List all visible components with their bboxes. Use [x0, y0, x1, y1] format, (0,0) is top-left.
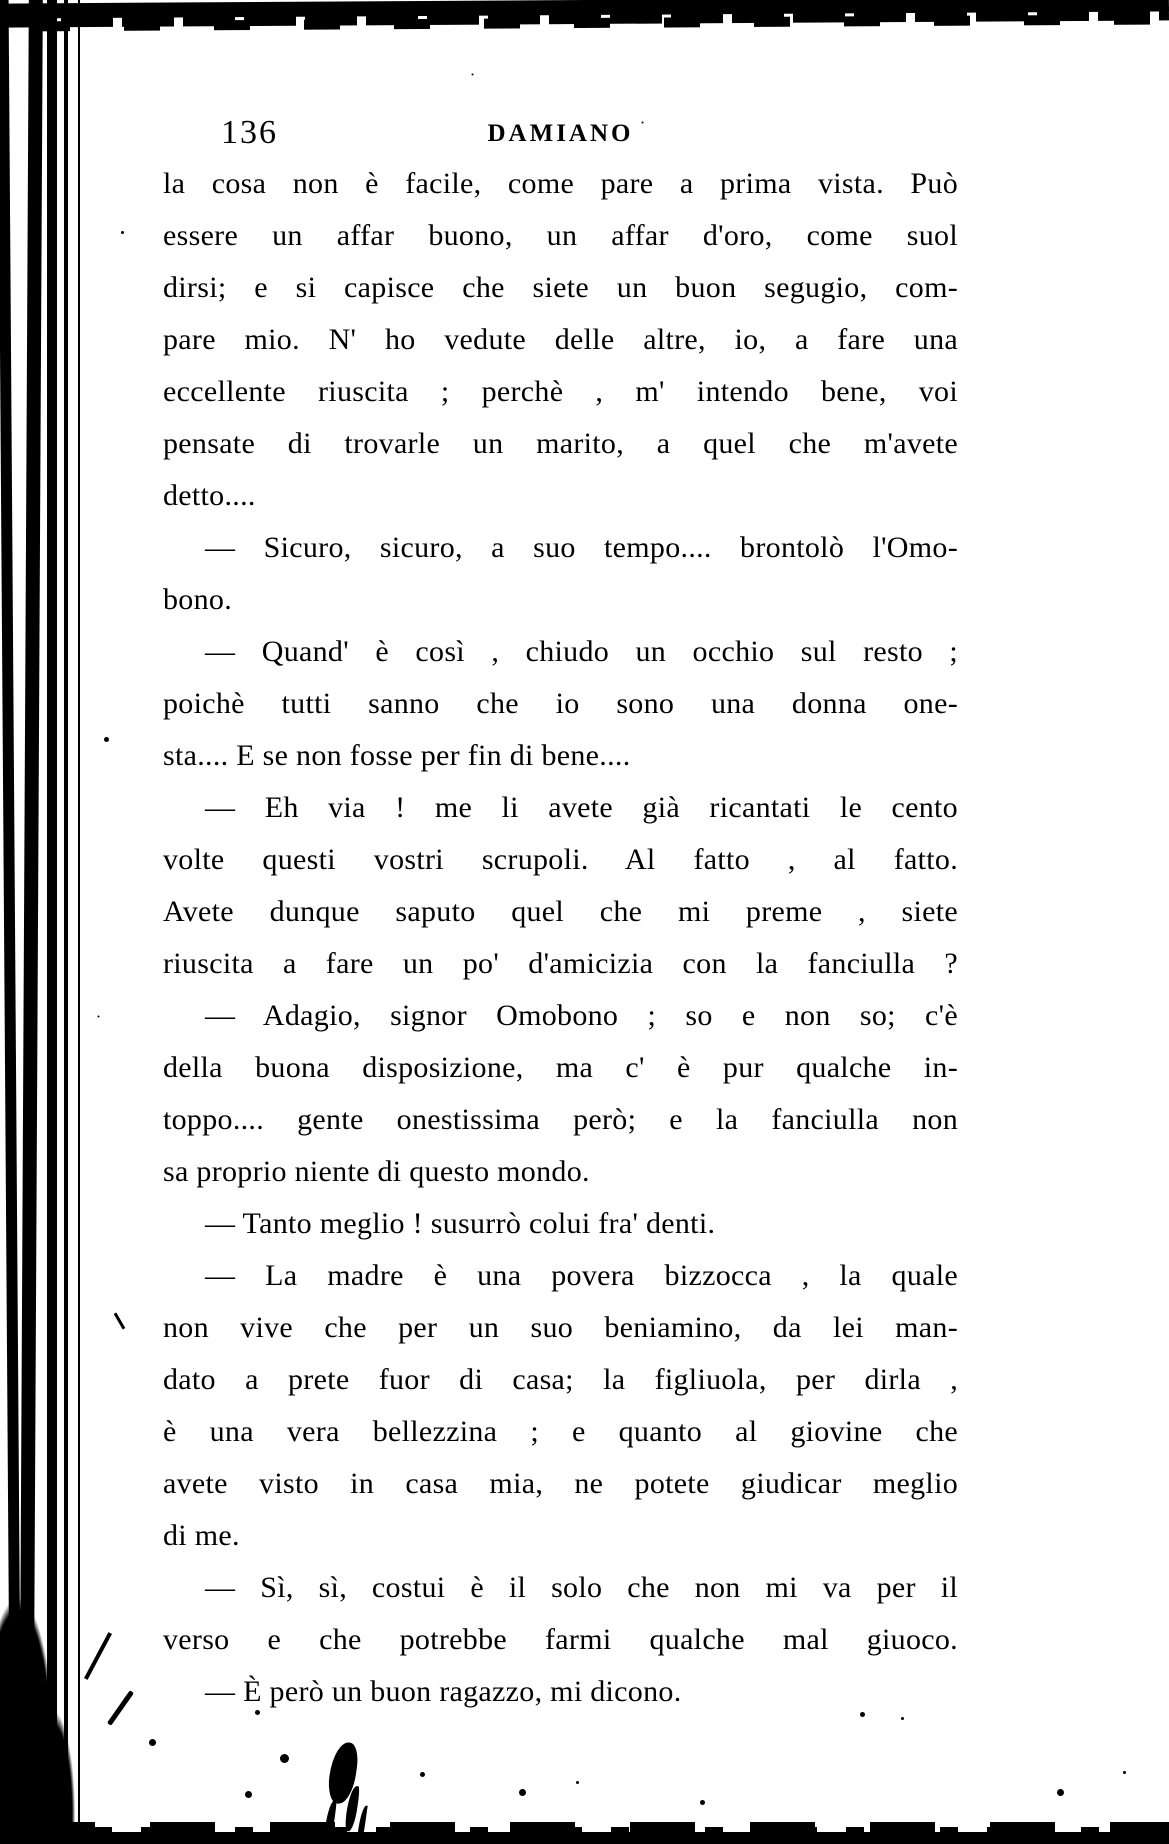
text-line: — Adagio, signor Omobono ; so e non so; c'è	[205, 999, 958, 1032]
text-line: la cosa non è facile, come pare a prima vista. Può	[163, 167, 958, 200]
text-line: sa proprio niente di questo mondo.	[163, 1155, 590, 1188]
bottom-edge-shadow	[0, 1810, 1169, 1844]
text-line: toppo.... gente onestissima però; e la fanciulla non	[163, 1103, 958, 1136]
text-line: pare mio. N' ho vedute delle altre, io, a fare una	[163, 323, 958, 356]
text-line: eccellente riuscita ; perchè , m' intendo bene, voi	[163, 375, 958, 408]
text-line: avete visto in casa mia, ne potete giudicar meglio	[163, 1467, 958, 1500]
page-number: 136	[221, 114, 278, 151]
text-line: — Sì, sì, costui è il solo che non mi va per il	[205, 1571, 958, 1604]
text-line: — Sicuro, sicuro, a suo tempo.... brontolò l'Omo-	[205, 531, 958, 564]
running-header-title: DAMIANO	[487, 120, 634, 147]
text-line: — È però un buon ragazzo, mi dicono.	[205, 1675, 682, 1708]
text-line: essere un affar buono, un affar d'oro, come suol	[163, 219, 958, 252]
text-line: volte questi vostri scrupoli. Al fatto , al fatto.	[163, 843, 958, 876]
text-block	[163, 158, 958, 1718]
text-line: non vive che per un suo beniamino, da lei man-	[163, 1311, 958, 1344]
text-line: bono.	[163, 583, 232, 616]
text-line: — Tanto meglio ! susurrò colui fra' denti.	[205, 1207, 716, 1240]
text-line: pensate di trovarle un marito, a quel che m'avete	[163, 427, 958, 460]
text-line: poichè tutti sanno che io sono una donna one-	[163, 687, 958, 720]
text-line: è una vera bellezzina ; e quanto al giovine che	[163, 1415, 958, 1448]
text-line: dato a prete fuor di casa; la figliuola, per dirla ,	[163, 1363, 958, 1396]
text-line: dirsi; e si capisce che siete un buon segugio, com-	[163, 271, 958, 304]
text-line: — Quand' è così , chiudo un occhio sul resto ;	[205, 635, 958, 668]
binding-shadow	[0, 0, 120, 1844]
top-edge-shadow	[0, 0, 1169, 50]
ink-speck	[0, 0, 5, 5]
text-line: detto....	[163, 479, 256, 512]
text-line: — Eh via ! me li avete già ricantati le cento	[205, 791, 958, 824]
text-line: verso e che potrebbe farmi qualche mal giuoco.	[163, 1623, 958, 1656]
page-header	[163, 112, 958, 158]
text-line: riuscita a fare un po' d'amicizia con la fanciulla ?	[163, 947, 958, 980]
text-line: della buona disposizione, ma c' è pur qualche in-	[163, 1051, 958, 1084]
text-line: Avete dunque saputo quel che mi preme , siete	[163, 895, 958, 928]
text-line: di me.	[163, 1519, 240, 1552]
text-line: — La madre è una povera bizzocca , la quale	[205, 1259, 958, 1292]
text-line: sta.... E se non fosse per fin di bene....	[163, 739, 631, 772]
ink-blob	[326, 1740, 360, 1805]
binding-foot-shadow	[0, 1424, 96, 1844]
